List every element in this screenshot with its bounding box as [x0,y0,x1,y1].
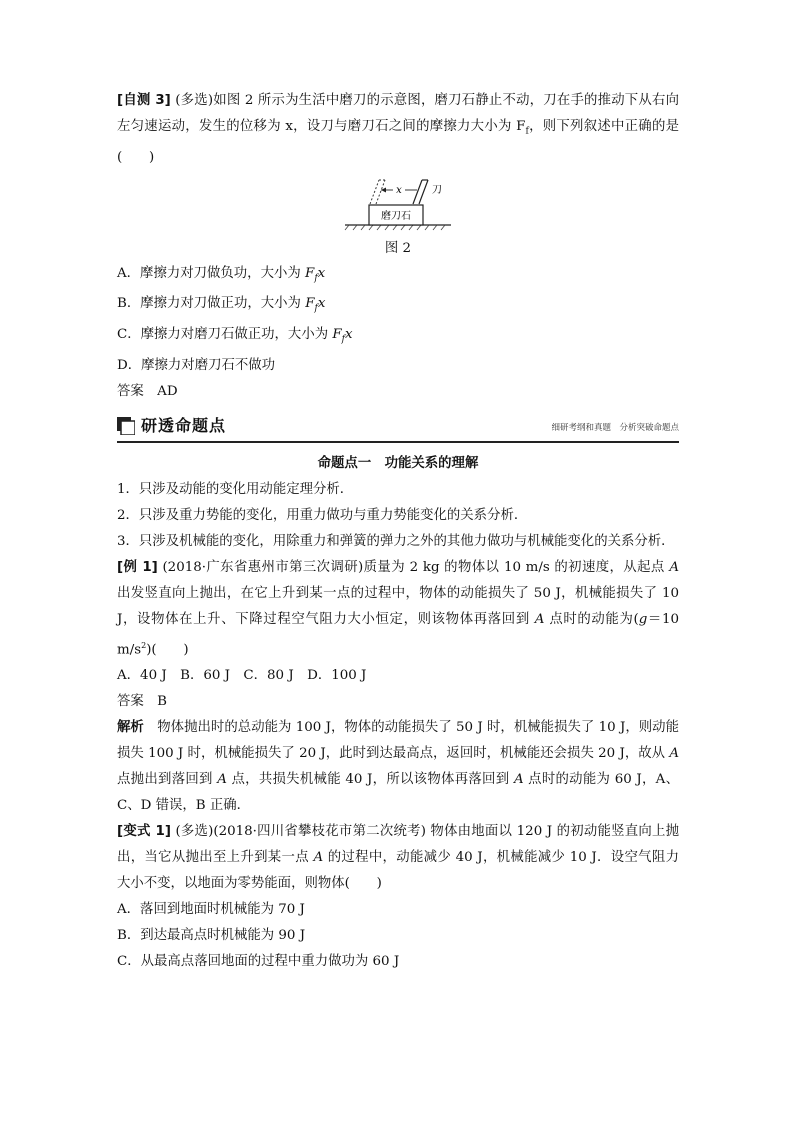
point-1: 1．只涉及动能的变化用动能定理分析． [117,481,354,497]
displacement-symbol: x [345,327,353,343]
example-text: )( ) [146,642,189,658]
subscript: f [525,126,529,137]
option-a [117,261,679,292]
point-symbol: A [217,772,227,788]
option-text: D．摩擦力对磨刀石不做功 [117,357,276,373]
point-3: 3．只涉及机械能的变化，用除重力和弹簧的弹力之外的其他力做功与机械能变化的关系分析． [117,533,675,549]
question-self-test-3 [117,88,679,171]
figure-caption: 图 2 [384,240,412,256]
example-tag: [例 1] [117,559,158,575]
variant-option-b: B．到达最高点时机械能为 90 J [117,928,306,944]
answer: 答案 AD [117,383,178,399]
displacement-symbol: x [317,296,326,312]
banner-title: 研透命题点 [141,415,227,435]
example-text: (2018·广东省惠州市第三次调研)质量为 2 kg 的物体以 10 m/s 的初速度，从起点 [157,559,670,575]
variant-tag: [变式 1] [117,824,171,840]
example-text: ＝10 m/s [117,611,680,658]
point-symbol: A [513,772,524,788]
option-b [117,291,679,322]
force-symbol: F [305,296,315,312]
analysis-text: 点抛出到落回到 [117,772,218,788]
point-symbol: A [313,850,324,866]
subscript: f [314,304,318,315]
subscript: f [341,334,346,345]
point-symbol: A [669,746,679,762]
analysis-text: 物体抛出时的总动能为 100 J，物体的动能损失了 50 J 时，机械能损失了 10 J，则动能损失 100 J 时，机械能损失了 20 J，此时到达最高点，返回时，机械能还会损失 20 J，故从 [117,720,679,762]
variant-text: (多选)(2018·四川省攀枝花市第二次统考) 物体由地面以 120 J 的初动能竖直向上抛出，当它从抛出至上升到某一点 [117,824,679,866]
displacement-symbol: x [317,265,326,281]
variant-option-a: A．落回到地面时机械能为 70 J [117,902,305,918]
force-symbol: F [332,327,342,343]
example-1-answer: 答案 B [117,694,168,710]
point-symbol: A [669,559,679,575]
knife-icon [413,180,428,204]
example-text: 点时的动能为( [544,611,639,627]
superscript: 2 [141,640,147,650]
example-1 [117,555,679,663]
example-1-options: A．40 J B．60 J C．80 J D．100 J [117,668,367,684]
example-1-analysis [117,715,679,819]
variant-option-c: C．从最高点落回地面的过程中重力做功为 60 J [117,954,400,970]
banner-tagline: 细研考纲和真题 分析突破命题点 [551,422,679,433]
point-2: 2．只涉及重力势能的变化，用重力做功与重力势能变化的关系分析． [117,507,528,523]
question-text-end: ，则下列叙述中正确的是( ) [117,119,680,165]
question-text: (多选)如图 2 所示为生活中磨刀的示意图，磨刀石静止不动，刀在手的推动下从右向左匀速运动，发生的位移为 x，设刀与磨刀石之间的摩擦力大小为 F [117,93,679,134]
section-banner [117,415,679,443]
gravity-symbol: g [638,611,648,627]
knife-start-position [370,180,385,204]
force-symbol: F [305,265,315,281]
knife-label: 刀 [432,184,442,196]
point-symbol: A [534,611,545,627]
option-text: C．摩擦力对磨刀石做正功，大小为 [117,327,333,343]
option-d [117,353,679,379]
analysis-label: 解析 [117,720,144,736]
variant-text: 的过程中，动能减少 40 J，机械能减少 10 J．设空气阻力大小不变，以地面为零势能面，则物体( ) [117,850,679,892]
stone-label: 磨刀石 [381,210,411,222]
analysis-text: 点时的动能为 60 J，A、C、D 错误，B 正确． [117,772,679,814]
variant-1 [117,819,679,897]
question-tag: [自测 3] [117,93,171,108]
subscript: f [314,273,318,284]
analysis-text: 点，共损失机械能 40 J，所以该物体再落回到 [226,772,514,788]
option-text: B．摩擦力对刀做正功，大小为 [117,296,306,312]
example-text: 出发竖直向上抛出，在它上升到某一点的过程中，物体的动能损失了 50 J，机械能损失了 10 J，设物体在上升、下降过程空气阻力大小恒定，则该物体再落回到 [117,585,679,627]
figure-2 [117,171,679,261]
option-c [117,322,679,353]
option-text: A．摩擦力对刀做负功，大小为 [117,265,306,281]
displacement-label: x [396,184,402,196]
section-title: 命题点一 功能关系的理解 [317,455,479,471]
page-content [117,88,679,975]
section-icon [117,417,135,435]
